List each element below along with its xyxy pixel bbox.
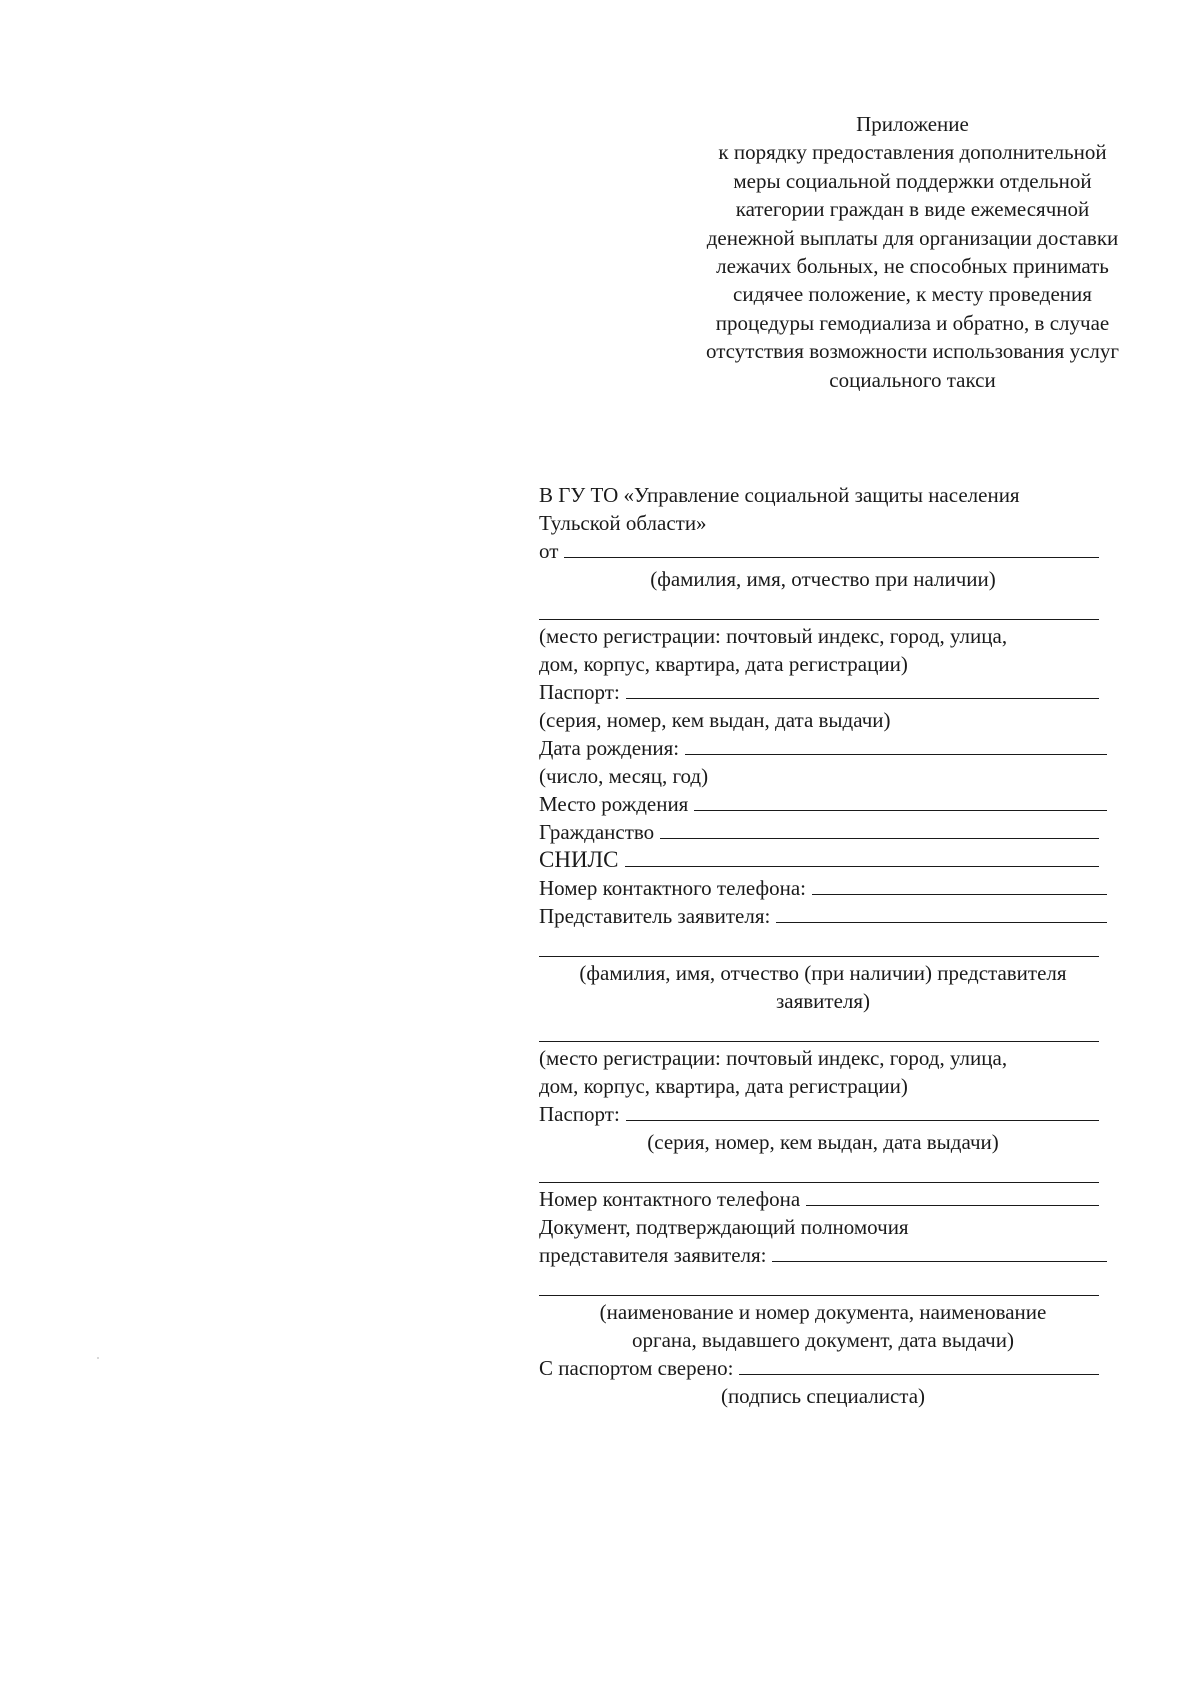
appendix-line: процедуры гемодиализа и обратно, в случае — [715, 310, 1110, 335]
registration-field[interactable] — [539, 593, 1099, 620]
appendix-line: социального такси — [829, 367, 996, 392]
citizenship-field[interactable] — [660, 818, 1099, 839]
appendix-line: лежачих больных, не способных принимать — [716, 254, 1109, 279]
birth-place-label: Место рождения — [539, 792, 689, 816]
passport-label: Паспорт: — [539, 680, 620, 704]
authority-doc-field[interactable] — [772, 1241, 1107, 1262]
registration-hint: (место регистрации: почтовый индекс, город, улица, — [539, 624, 1008, 648]
appendix-header — [650, 110, 1175, 394]
rep-passport-extra-field[interactable] — [539, 1156, 1099, 1183]
rep-passport-row — [539, 1100, 1099, 1128]
phone-field[interactable] — [812, 874, 1107, 895]
rep-passport-hint: (серия, номер, кем выдан, дата выдачи) — [647, 1130, 999, 1154]
snils-row — [539, 846, 1099, 874]
from-label: от — [539, 539, 559, 563]
application-form — [539, 481, 1109, 1410]
phone-label: Номер контактного телефона: — [539, 876, 806, 900]
rep-phone-row — [539, 1185, 1099, 1213]
birth-place-row — [539, 790, 1107, 818]
representative-label: Представитель заявителя: — [539, 904, 771, 928]
rep-registration-hint: дом, корпус, квартира, дата регистрации) — [539, 1074, 908, 1098]
appendix-line: денежной выплаты для организации доставки — [706, 225, 1119, 250]
appendix-line: отсутствия возможности использования услуг — [706, 339, 1119, 364]
addressee-line: Тульской области» — [539, 511, 707, 535]
representative-row — [539, 902, 1107, 930]
passport-row — [539, 678, 1099, 706]
citizenship-label: Гражданство — [539, 820, 655, 844]
birth-place-field[interactable] — [694, 790, 1107, 811]
from-row — [539, 537, 1099, 565]
from-field[interactable] — [564, 537, 1099, 558]
birth-date-field[interactable] — [685, 734, 1107, 755]
rep-passport-field[interactable] — [626, 1100, 1099, 1121]
verified-label: С паспортом сверено: — [539, 1356, 734, 1380]
fio-hint: (фамилия, имя, отчество при наличии) — [650, 567, 996, 591]
authority-doc-hint: (наименование и номер документа, наименование — [599, 1300, 1047, 1324]
snils-field[interactable] — [625, 846, 1099, 867]
rep-phone-label: Номер контактного телефона — [539, 1187, 801, 1211]
scan-speck — [97, 1357, 99, 1359]
authority-doc-line: Документ, подтверждающий полномочия — [539, 1215, 909, 1239]
rep-registration-hint: (место регистрации: почтовый индекс, город, улица, — [539, 1046, 1008, 1070]
addressee-line: В ГУ ТО «Управление социальной защиты населения — [539, 483, 1020, 507]
appendix-line: категории граждан в виде ежемесячной — [735, 197, 1090, 222]
rep-fio-hint: (фамилия, имя, отчество (при наличии) представителя — [579, 961, 1067, 985]
birth-date-label: Дата рождения: — [539, 736, 680, 760]
signature-hint: (подпись специалиста) — [720, 1384, 926, 1408]
phone-row — [539, 874, 1107, 902]
rep-phone-field[interactable] — [806, 1185, 1099, 1206]
birth-date-hint: (число, месяц, год) — [539, 764, 709, 788]
rep-fio-hint: заявителя) — [775, 989, 871, 1013]
passport-hint: (серия, номер, кем выдан, дата выдачи) — [539, 708, 891, 732]
rep-registration-field[interactable] — [539, 1015, 1099, 1042]
rep-passport-label: Паспорт: — [539, 1102, 620, 1126]
appendix-title: Приложение — [856, 112, 969, 136]
authority-doc-hint: органа, выдавшего документ, дата выдачи) — [632, 1328, 1014, 1352]
authority-doc-label: представителя заявителя: — [539, 1243, 767, 1267]
passport-field[interactable] — [626, 678, 1099, 699]
birth-date-row — [539, 734, 1107, 762]
registration-hint: дом, корпус, квартира, дата регистрации) — [539, 652, 908, 676]
authority-doc-row — [539, 1241, 1107, 1269]
citizenship-row — [539, 818, 1099, 846]
appendix-line: сидячее положение, к месту проведения — [733, 282, 1092, 307]
authority-doc-extra-field[interactable] — [539, 1269, 1099, 1296]
specialist-signature-field[interactable] — [739, 1354, 1099, 1375]
representative-field[interactable] — [776, 902, 1107, 923]
appendix-line: меры социальной поддержки отдельной — [733, 168, 1092, 193]
snils-label: СНИЛС — [539, 847, 619, 872]
verified-row — [539, 1354, 1099, 1382]
representative-fio-field[interactable] — [539, 930, 1099, 957]
appendix-line: к порядку предоставления дополнительной — [718, 140, 1107, 165]
